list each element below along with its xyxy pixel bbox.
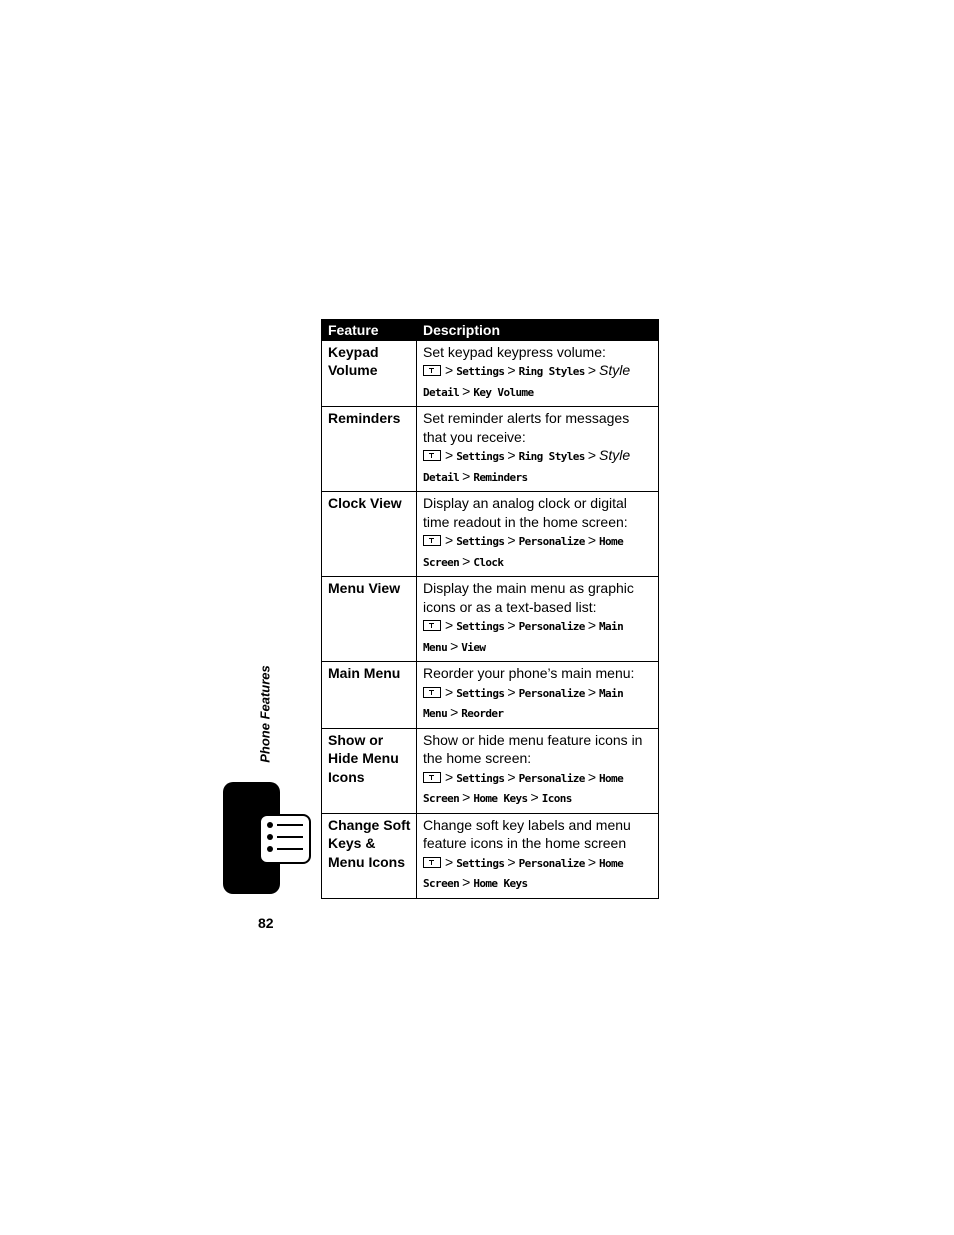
menu-path: [423, 853, 654, 894]
feature-name: Show or Hide Menu Icons: [322, 728, 417, 813]
menu-path-step: Personalize: [518, 771, 585, 785]
menu-key-icon: [423, 772, 441, 783]
feature-description-cell: [417, 340, 659, 407]
chapter-tab: [223, 782, 280, 894]
menu-path-step: Settings: [456, 450, 505, 463]
path-separator: >: [445, 768, 454, 785]
feature-description: Display an analog clock or digital time readout in the home screen:: [423, 495, 628, 530]
path-separator: >: [445, 532, 454, 548]
table-body: [322, 340, 659, 898]
feature-description: Reorder your phone’s main menu:: [423, 665, 635, 681]
menu-path-step: Style: [599, 362, 631, 378]
feature-description-cell: [417, 662, 659, 729]
menu-path-step: Home Keys: [473, 792, 528, 805]
menu-path-step: Personalize: [518, 856, 585, 870]
table-row: [322, 340, 659, 407]
path-separator: >: [587, 683, 596, 700]
path-separator: >: [507, 853, 516, 870]
menu-path-step: Main Menu: [423, 620, 624, 654]
feature-description: Set keypad keypress volume:: [423, 343, 606, 360]
feature-description-cell: [417, 577, 659, 662]
path-separator: >: [445, 683, 454, 700]
menu-path-step: Detail: [423, 470, 460, 484]
path-separator: >: [462, 467, 471, 484]
path-separator: >: [507, 532, 516, 548]
path-separator: >: [462, 874, 471, 890]
feature-description-cell: [417, 492, 659, 577]
menu-path: [423, 616, 654, 657]
menu-path-step: Settings: [456, 856, 505, 870]
menu-path-step: Settings: [456, 535, 505, 548]
menu-path-step: Ring Styles: [518, 450, 585, 463]
path-separator: >: [587, 447, 596, 463]
menu-path-step: View: [461, 640, 486, 654]
menu-path-step: Personalize: [518, 535, 585, 548]
path-separator: >: [507, 362, 516, 378]
menu-path-step: Personalize: [518, 686, 585, 700]
table-row: [322, 492, 659, 577]
path-separator: >: [507, 617, 516, 633]
feature-description: Display the main menu as graphic icons or as a text-based list:: [423, 580, 634, 615]
path-separator: >: [507, 447, 516, 463]
path-separator: >: [587, 617, 596, 633]
feature-column-header: Feature: [322, 320, 417, 341]
path-separator: >: [462, 382, 471, 399]
menu-path-step: Main Menu: [423, 686, 624, 720]
feature-name: Menu View: [322, 577, 417, 662]
menu-path-step: Reorder: [461, 707, 504, 720]
feature-name: Main Menu: [322, 662, 417, 729]
feature-description: Show or hide menu feature icons in the home screen:: [423, 731, 643, 766]
path-separator: >: [445, 853, 454, 870]
table-row: [322, 813, 659, 898]
feature-name: Keypad Volume: [322, 340, 417, 407]
feature-name: Clock View: [322, 492, 417, 577]
menu-path: [423, 361, 654, 402]
feature-description-cell: [417, 728, 659, 813]
menu-path-step: Settings: [456, 686, 505, 700]
path-separator: >: [445, 447, 454, 463]
table-row: [322, 407, 659, 492]
table-row: [322, 728, 659, 813]
path-separator: >: [450, 637, 459, 654]
menu-path-step: Reminders: [473, 470, 528, 484]
feature-description: Change soft key labels and menu feature icons in the home screen: [423, 816, 631, 851]
feature-description-cell: [417, 407, 659, 492]
table-row: [322, 662, 659, 729]
menu-path-step: Home Keys: [473, 877, 528, 890]
menu-key-icon: [423, 857, 441, 868]
path-separator: >: [445, 362, 454, 378]
path-separator: >: [507, 768, 516, 785]
header-row: [322, 320, 659, 341]
menu-path-step: Home Screen: [423, 771, 624, 805]
menu-path: [423, 683, 654, 724]
page-number: 82: [258, 915, 274, 931]
menu-path-step: Settings: [456, 365, 505, 378]
path-separator: >: [462, 552, 471, 569]
menu-path-step: Settings: [456, 771, 505, 785]
feature-list-icon: [259, 814, 311, 864]
menu-path: [423, 446, 654, 487]
menu-path-step: Style: [599, 447, 631, 463]
table-row: [322, 577, 659, 662]
feature-name: Reminders: [322, 407, 417, 492]
path-separator: >: [587, 362, 596, 378]
menu-path-step: Personalize: [518, 620, 585, 633]
menu-key-icon: [423, 620, 441, 631]
menu-path-step: Home Screen: [423, 535, 624, 569]
menu-path-step: Key Volume: [473, 385, 534, 399]
feature-description-cell: [417, 813, 659, 898]
feature-name: Change Soft Keys & Menu Icons: [322, 813, 417, 898]
menu-path-step: Clock: [473, 555, 504, 569]
menu-key-icon: [423, 687, 441, 698]
path-separator: >: [587, 853, 596, 870]
menu-path-step: Icons: [541, 792, 572, 805]
description-column-header: Description: [417, 320, 659, 341]
path-separator: >: [462, 789, 471, 805]
path-separator: >: [507, 683, 516, 700]
menu-path-step: Home Screen: [423, 856, 624, 890]
menu-key-icon: [423, 450, 441, 461]
menu-path-step: Settings: [456, 620, 505, 633]
feature-table: [321, 319, 659, 899]
menu-key-icon: [423, 365, 441, 376]
menu-path-step: Ring Styles: [518, 365, 585, 378]
menu-path: [423, 768, 654, 809]
path-separator: >: [587, 532, 596, 548]
path-separator: >: [445, 617, 454, 633]
feature-description: Set reminder alerts for messages that you receive:: [423, 410, 630, 445]
menu-path-step: Detail: [423, 385, 460, 399]
menu-key-icon: [423, 535, 441, 546]
path-separator: >: [530, 789, 539, 805]
menu-path: [423, 531, 654, 572]
chapter-side-label: Phone Features: [257, 665, 273, 763]
path-separator: >: [587, 768, 596, 785]
path-separator: >: [450, 704, 459, 720]
